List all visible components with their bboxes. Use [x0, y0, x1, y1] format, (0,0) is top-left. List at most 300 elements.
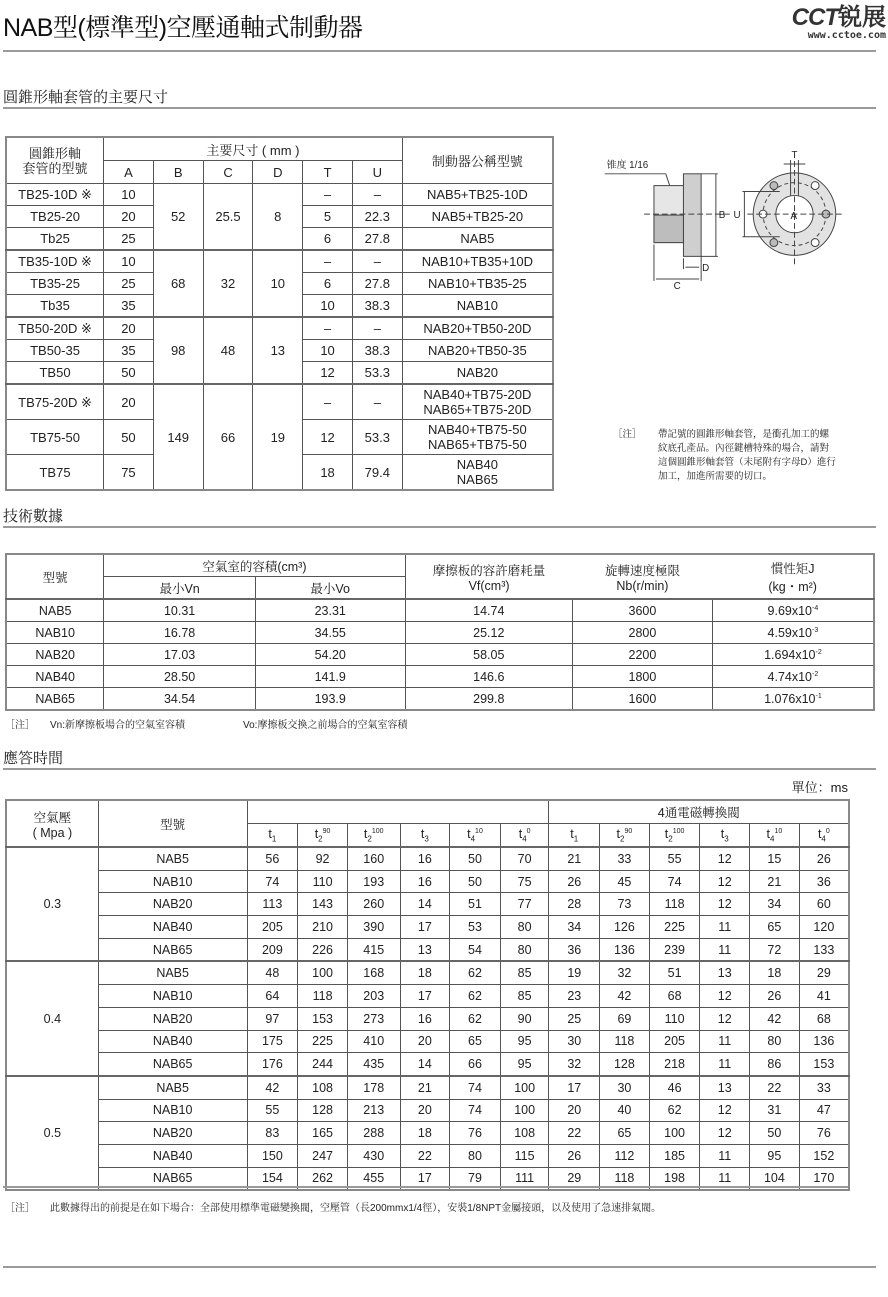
cell-value: 118 [649, 893, 700, 916]
inertia-base: 1.694x10 [764, 647, 816, 662]
cell-sleeve-model: Tb35 [6, 295, 104, 318]
cell-value: 18 [400, 1122, 450, 1145]
header-pressure [6, 800, 98, 847]
cell-value: 65 [750, 916, 800, 939]
cell-t: 5 [303, 206, 353, 228]
brake-model-line: NAB10+TB35+10D [421, 254, 534, 269]
header-base: t [467, 826, 471, 841]
inertia-exponent: -4 [812, 604, 819, 612]
cell-value: 100 [649, 1122, 700, 1145]
cell-value: 239 [649, 938, 700, 961]
inertia-base: 9.69x10 [767, 603, 813, 618]
header-sub: 1 [573, 834, 579, 844]
logo-text: CCT [791, 4, 838, 31]
section3-divider [3, 768, 876, 770]
logo-cn: 锐展 [838, 4, 886, 31]
sleeve-dimension-table [5, 136, 554, 491]
cell-value: 150 [247, 1144, 298, 1167]
cell-value: 90 [500, 1007, 549, 1030]
header-sub: 4 [522, 834, 527, 844]
cell-value: 176 [247, 1053, 298, 1076]
table-row [6, 1144, 849, 1167]
cell-value: 34 [750, 893, 800, 916]
cell-inertia [712, 666, 874, 688]
brake-model-line: NAB20+TB50-20D [423, 321, 532, 336]
brake-model-line: NAB5 [460, 231, 495, 246]
cell-value: 62 [649, 1099, 700, 1122]
cell-value: 95 [750, 1144, 800, 1167]
cell-value: 29 [799, 961, 849, 984]
cell-u: 53.3 [352, 420, 402, 455]
header-sleeve-model [6, 137, 104, 184]
cell-brake-model [402, 184, 553, 206]
note-line: 加工，加進所需要的切口。 [658, 471, 773, 482]
cell-value: 26 [549, 1144, 600, 1167]
cell-brake-model [402, 317, 553, 340]
table-row [6, 1053, 849, 1076]
cell-d: 10 [253, 250, 303, 317]
cell-value: 62 [450, 985, 501, 1008]
cell-value: 153 [298, 1007, 348, 1030]
cell-value: 152 [799, 1144, 849, 1167]
cell-value: 55 [649, 847, 700, 870]
cell-t: 6 [303, 228, 353, 251]
cell-t: 10 [303, 295, 353, 318]
cell-value: 74 [450, 1099, 501, 1122]
cell-d: 13 [253, 317, 303, 384]
cell-t: 6 [303, 273, 353, 295]
cell-value: 74 [450, 1076, 501, 1099]
cell-model: NAB40 [98, 1144, 247, 1167]
cell-model: NAB10 [98, 1099, 247, 1122]
cell-value: 75 [500, 870, 549, 893]
header-inertia-line1: 慣性矩J [770, 561, 815, 576]
cell-value: 244 [298, 1053, 348, 1076]
cell-value: 13 [400, 938, 450, 961]
header-sup: 100 [371, 827, 384, 835]
brake-model-line: NAB5+TB25-20 [431, 209, 524, 224]
cell-value: 80 [500, 938, 549, 961]
cell-t: 12 [303, 420, 353, 455]
note-line: 這個圓錐形軸套管（末尾附有字母D）進行 [658, 457, 836, 468]
header-sub: 2 [318, 834, 323, 844]
header-pressure-line1: 空氣壓 [33, 810, 72, 825]
cell-value: 64 [247, 985, 298, 1008]
cell-u: 27.8 [352, 273, 402, 295]
cell-value: 154 [247, 1167, 298, 1190]
cell-inertia [712, 599, 874, 622]
table-row [6, 250, 553, 273]
cell-value: 53 [450, 916, 501, 939]
table-row [6, 1122, 849, 1145]
cell-value: 48 [247, 961, 298, 984]
cell-brake-model [402, 295, 553, 318]
note-line: 帶記號的圓錐形軸套管，是衝孔加工的螺 [658, 429, 830, 440]
table-row [6, 961, 849, 984]
header-model: 型號 [98, 800, 247, 847]
cell-vo: 34.55 [255, 622, 405, 644]
cell-vf: 58.05 [405, 644, 573, 666]
header-sub: 2 [367, 834, 372, 844]
cell-value: 33 [600, 847, 650, 870]
header-min-vo: 最小Vo [255, 577, 405, 600]
cell-value: 85 [500, 985, 549, 1008]
cell-value: 83 [247, 1122, 298, 1145]
header-sub: 3 [724, 834, 729, 844]
cell-value: 225 [649, 916, 700, 939]
cell-value: 18 [400, 961, 450, 984]
cell-brake-model [402, 228, 553, 251]
table-row [6, 666, 874, 688]
inertia-exponent: -2 [815, 648, 822, 656]
cell-value: 118 [600, 1167, 650, 1190]
cell-value: 175 [247, 1030, 298, 1053]
cell-model: NAB10 [98, 870, 247, 893]
cell-value: 111 [500, 1167, 549, 1190]
section2-divider [3, 526, 876, 528]
cell-brake-model [402, 206, 553, 228]
header-inertia [712, 554, 874, 599]
header-wear-line2: Vf(cm³) [468, 578, 510, 593]
cell-a: 20 [104, 384, 154, 420]
sleeve-diagram [595, 145, 880, 295]
cell-sleeve-model: TB50 [6, 362, 104, 385]
header-base: t [616, 826, 621, 841]
cell-value: 85 [500, 961, 549, 984]
cell-value: 74 [649, 870, 700, 893]
header-base: t [314, 826, 319, 841]
cell-value: 13 [700, 1076, 750, 1099]
cell-value: 80 [450, 1144, 501, 1167]
cell-value: 76 [799, 1122, 849, 1145]
cell-value: 41 [799, 985, 849, 1008]
cell-model: NAB65 [6, 688, 104, 711]
cell-value: 56 [247, 847, 298, 870]
cell-value: 29 [549, 1167, 600, 1190]
cell-brake-model [402, 420, 553, 455]
cell-model: NAB40 [98, 1030, 247, 1053]
cell-model: NAB5 [98, 847, 247, 870]
header-t1 [549, 824, 600, 848]
cell-value: 113 [247, 893, 298, 916]
cell-model: NAB20 [98, 893, 247, 916]
cell-value: 262 [298, 1167, 348, 1190]
cell-value: 11 [700, 1144, 750, 1167]
cell-value: 65 [450, 1030, 501, 1053]
cell-vn: 17.03 [104, 644, 256, 666]
header-wear [405, 554, 573, 599]
header-main-dimensions: 主要尺寸 ( mm ) [104, 137, 403, 161]
cell-c: 25.5 [203, 184, 253, 251]
unit-label: 單位：ms [791, 780, 848, 795]
header-group-4way-valve: 4通電磁轉換閥 [549, 800, 849, 824]
cell-brake-model [402, 362, 553, 385]
header-t4-10 [450, 824, 501, 848]
cell-value: 92 [298, 847, 348, 870]
cell-a: 35 [104, 340, 154, 362]
header-base: t [570, 826, 574, 841]
cell-value: 42 [600, 985, 650, 1008]
table-row [6, 916, 849, 939]
cell-nb: 1800 [573, 666, 713, 688]
cell-value: 170 [799, 1167, 849, 1190]
section-title-sleeve-dimensions: 圓錐形軸套管的主要尺寸 [3, 89, 169, 106]
header-base: t [664, 826, 669, 841]
cell-sleeve-model: TB35-10D ※ [6, 250, 104, 273]
cell-u: – [352, 184, 402, 206]
cell-vo: 23.31 [255, 599, 405, 622]
label-a: A [790, 211, 798, 223]
cell-sleeve-model: TB75 [6, 455, 104, 491]
header-dim-b: B [153, 161, 203, 184]
cell-u: 53.3 [352, 362, 402, 385]
label-c: C [673, 280, 681, 292]
cell-value: 95 [500, 1030, 549, 1053]
header-base: t [268, 826, 272, 841]
cell-value: 203 [347, 985, 400, 1008]
cell-value: 160 [347, 847, 400, 870]
cell-value: 104 [750, 1167, 800, 1190]
cell-nb: 2200 [573, 644, 713, 666]
cell-value: 209 [247, 938, 298, 961]
header-speed-line2: Nb(r/min) [616, 578, 669, 593]
cell-vf: 146.6 [405, 666, 573, 688]
cell-t: – [303, 250, 353, 273]
cell-value: 100 [500, 1076, 549, 1099]
cell-value: 65 [600, 1122, 650, 1145]
header-dim-d: D [253, 161, 303, 184]
cell-sleeve-model: TB50-35 [6, 340, 104, 362]
cell-value: 16 [400, 870, 450, 893]
response-time-table [5, 799, 850, 1191]
cell-model: NAB10 [6, 622, 104, 644]
cell-t: 12 [303, 362, 353, 385]
table-row [6, 1099, 849, 1122]
header-dim-u: U [352, 161, 402, 184]
cell-a: 10 [104, 250, 154, 273]
cell-vf: 25.12 [405, 622, 573, 644]
cell-value: 136 [799, 1030, 849, 1053]
header-base: t [720, 826, 725, 841]
brake-model-line: NAB40 [456, 457, 498, 472]
table-row [6, 870, 849, 893]
cell-value: 153 [799, 1053, 849, 1076]
header-sleeve-model-line2: 套管的型號 [22, 160, 88, 176]
cell-a: 20 [104, 317, 154, 340]
cell-model: NAB65 [98, 1167, 247, 1190]
cell-sleeve-model: TB35-25 [6, 273, 104, 295]
cell-model: NAB5 [98, 961, 247, 984]
inertia-base: 4.59x10 [767, 625, 813, 640]
cell-u: – [352, 250, 402, 273]
cell-value: 50 [450, 847, 501, 870]
cell-t: – [303, 384, 353, 420]
header-speed [573, 554, 713, 599]
cell-model: NAB20 [98, 1122, 247, 1145]
header-divider [3, 50, 876, 52]
header-dim-t: T [303, 161, 353, 184]
cell-value: 30 [549, 1030, 600, 1053]
header-base: t [518, 826, 523, 841]
cell-value: 115 [500, 1144, 549, 1167]
cell-model: NAB40 [98, 916, 247, 939]
cell-value: 247 [298, 1144, 348, 1167]
cell-vo: 54.20 [255, 644, 405, 666]
cell-value: 11 [700, 938, 750, 961]
cell-vf: 14.74 [405, 599, 573, 622]
cell-vn: 10.31 [104, 599, 256, 622]
cell-c: 48 [203, 317, 253, 384]
cell-value: 36 [549, 938, 600, 961]
cell-value: 80 [750, 1030, 800, 1053]
brake-model-line: NAB5+TB25-10D [426, 187, 528, 202]
cell-value: 60 [799, 893, 849, 916]
cell-t: – [303, 184, 353, 206]
header-brake-model: 制動器公稱型號 [402, 137, 553, 184]
cell-value: 80 [500, 916, 549, 939]
table-row [6, 599, 874, 622]
table-row [6, 1007, 849, 1030]
cell-vn: 34.54 [104, 688, 256, 711]
inertia-exponent: -3 [812, 626, 819, 634]
cell-vf: 299.8 [405, 688, 573, 711]
label-d: D [702, 263, 710, 275]
cell-inertia [712, 644, 874, 666]
cell-value: 42 [750, 1007, 800, 1030]
cell-pressure: 0.5 [6, 1076, 98, 1190]
cell-u: 22.3 [352, 206, 402, 228]
cell-value: 18 [750, 961, 800, 984]
cell-value: 36 [799, 870, 849, 893]
table-row [6, 847, 849, 870]
cell-value: 51 [450, 893, 501, 916]
cell-value: 273 [347, 1007, 400, 1030]
cell-inertia [712, 622, 874, 644]
header-dim-a: A [104, 161, 154, 184]
table-row [6, 1030, 849, 1053]
header-air-volume: 空氣室的容積(cm³) [104, 554, 405, 577]
header-sub: 2 [620, 834, 625, 844]
cell-model: NAB20 [98, 1007, 247, 1030]
table-row [6, 184, 553, 206]
sleeve-flange [683, 174, 701, 257]
header-sup: 0 [526, 827, 531, 835]
cell-value: 76 [450, 1122, 501, 1145]
cell-value: 15 [750, 847, 800, 870]
cell-value: 22 [400, 1144, 450, 1167]
cell-c: 32 [203, 250, 253, 317]
cell-u: 79.4 [352, 455, 402, 491]
header-sub: 4 [821, 834, 826, 844]
cell-value: 226 [298, 938, 348, 961]
table-row [6, 622, 874, 644]
header-t3 [400, 824, 450, 848]
cell-value: 30 [600, 1076, 650, 1099]
cell-u: – [352, 384, 402, 420]
header-base: t [363, 826, 368, 841]
header-sup: 0 [825, 827, 830, 835]
note-sleeve [658, 428, 858, 484]
brake-model-line: NAB65+TB75-20D [423, 402, 532, 417]
cell-value: 20 [549, 1099, 600, 1122]
page-title: NAB型(標準型)空壓通軸式制動器 [3, 14, 363, 42]
table3-bottom-rule [3, 1186, 848, 1188]
header-sub: 2 [668, 834, 673, 844]
cell-value: 72 [750, 938, 800, 961]
cell-value: 100 [298, 961, 348, 984]
note-line: 紋底孔產品。內徑鍵槽特殊的場合，請對 [658, 443, 830, 454]
cell-value: 12 [700, 1099, 750, 1122]
header-sleeve-model-line1: 圓錐形軸 [29, 145, 82, 161]
cell-value: 12 [700, 1007, 750, 1030]
cell-b: 149 [153, 384, 203, 490]
cell-value: 12 [700, 870, 750, 893]
cell-value: 13 [700, 961, 750, 984]
cell-value: 68 [649, 985, 700, 1008]
header-sup: 10 [774, 827, 783, 835]
header-sub: 3 [424, 834, 429, 844]
header-t4-10 [750, 824, 800, 848]
cell-value: 455 [347, 1167, 400, 1190]
cell-value: 110 [298, 870, 348, 893]
inertia-base: 1.076x10 [764, 691, 816, 706]
table-row [6, 1076, 849, 1099]
cell-value: 46 [649, 1076, 700, 1099]
cell-sleeve-model: TB25-10D ※ [6, 184, 104, 206]
cell-value: 22 [549, 1122, 600, 1145]
header-sup: 10 [475, 827, 483, 835]
cell-value: 51 [649, 961, 700, 984]
header-base: t [420, 826, 425, 841]
header-base: t [817, 826, 822, 841]
cell-value: 17 [400, 916, 450, 939]
cell-value: 73 [600, 893, 650, 916]
table-row [6, 893, 849, 916]
cell-value: 205 [247, 916, 298, 939]
cell-value: 22 [750, 1076, 800, 1099]
cell-vo: 141.9 [255, 666, 405, 688]
cell-value: 21 [750, 870, 800, 893]
header-wear-line1: 摩擦板的容許磨耗量 [432, 563, 546, 578]
cell-value: 205 [649, 1030, 700, 1053]
cell-value: 390 [347, 916, 400, 939]
cell-b: 98 [153, 317, 203, 384]
header-min-vn: 最小Vn [104, 577, 256, 600]
cell-value: 128 [600, 1053, 650, 1076]
cell-value: 178 [347, 1076, 400, 1099]
cell-u: 27.8 [352, 228, 402, 251]
cell-value: 165 [298, 1122, 348, 1145]
inertia-base: 4.74x10 [767, 669, 813, 684]
header-inertia-line2: (kg・m²) [768, 579, 817, 594]
cell-value: 32 [600, 961, 650, 984]
cell-value: 55 [247, 1099, 298, 1122]
note-response: 此數據得出的前提是在如下場合：全部使用標準電磁變換閥，空壓管（長200mmx1/4徑），安裝1/8NPT金屬接頭，以及使用了急速排氣閥。 [50, 1203, 662, 1214]
cell-brake-model [402, 340, 553, 362]
brake-model-line: NAB20+TB50-35 [428, 343, 527, 358]
cell-value: 288 [347, 1122, 400, 1145]
cell-value: 21 [400, 1076, 450, 1099]
cell-c: 66 [203, 384, 253, 490]
cell-brake-model [402, 455, 553, 491]
cell-sleeve-model: Tb25 [6, 228, 104, 251]
cell-nb: 1600 [573, 688, 713, 711]
cell-value: 95 [500, 1053, 549, 1076]
cell-t: 10 [303, 340, 353, 362]
cell-value: 118 [600, 1030, 650, 1053]
brake-model-line: NAB20 [456, 365, 498, 380]
section-title-response-time: 應答時間 [3, 750, 64, 767]
